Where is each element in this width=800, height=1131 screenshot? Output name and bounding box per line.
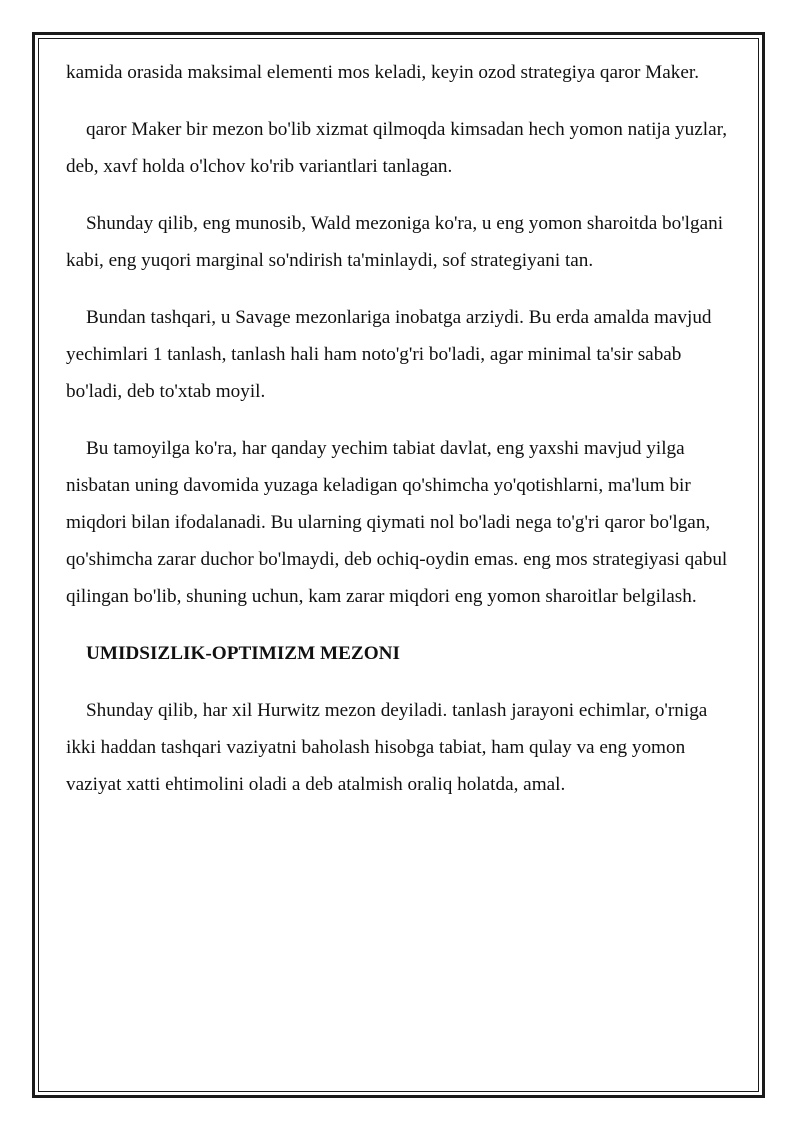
paragraph-savage-criterion: Bundan tashqari, u Savage mezonlariga inobatga arziydi. Bu erda amalda mavjud yechimlari 1 tanlash, tanlash hali ham noto'g'ri bo'ladi, agar minimal ta'sir sabab bo'ladi, deb to'xtab moyil.	[66, 307, 712, 402]
paragraph-continued: kamida orasida maksimal elementi mos keladi, keyin ozod strategiya qaror Maker.	[66, 62, 699, 83]
paragraph-hurwitz-criterion: Shunday qilib, har xil Hurwitz mezon deyiladi. tanlash jarayoni echimlar, o'rniga ikki haddan tashqari vaziyatni baholash hisobga tabiat, ham qulay va eng yomon vaziyat xatti ehtimolini oladi a deb atalmish oraliq holatda, amal.	[66, 700, 708, 795]
paragraph-regret-principle: Bu tamoyilga ko'ra, har qanday yechim tabiat davlat, eng yaxshi mavjud yilga nisbatan uning davomida yuzaga keladigan qo'shimcha yo'qotishlarni, ma'lum bir miqdori bilan ifodalanadi. Bu ularning qiymati nol bo'ladi nega to'g'ri qaror bo'lgan, qo'shimcha zarar duchor bo'lmaydi, deb ochiq-oydin emas. eng mos strategiyasi qabul qilingan bo'lib, shuning uchun, kam zarar miqdori eng yomon sharoitlar belgilash.	[66, 438, 728, 607]
paragraph-decision-maker: qaror Maker bir mezon bo'lib xizmat qilmoqda kimsadan hech yomon natija yuzlar, deb, xavf holda o'lchov ko'rib variantlari tanlagan.	[66, 119, 728, 177]
section-heading: UMIDSIZLIK-OPTIMIZM MEZONI	[86, 643, 400, 664]
document-body	[66, 54, 736, 823]
paragraph-wald-criterion: Shunday qilib, eng munosib, Wald mezoniga ko'ra, u eng yomon sharoitda bo'lgani kabi, eng yuqori marginal so'ndirish ta'minlaydi, sof strategiyani tan.	[66, 213, 724, 271]
